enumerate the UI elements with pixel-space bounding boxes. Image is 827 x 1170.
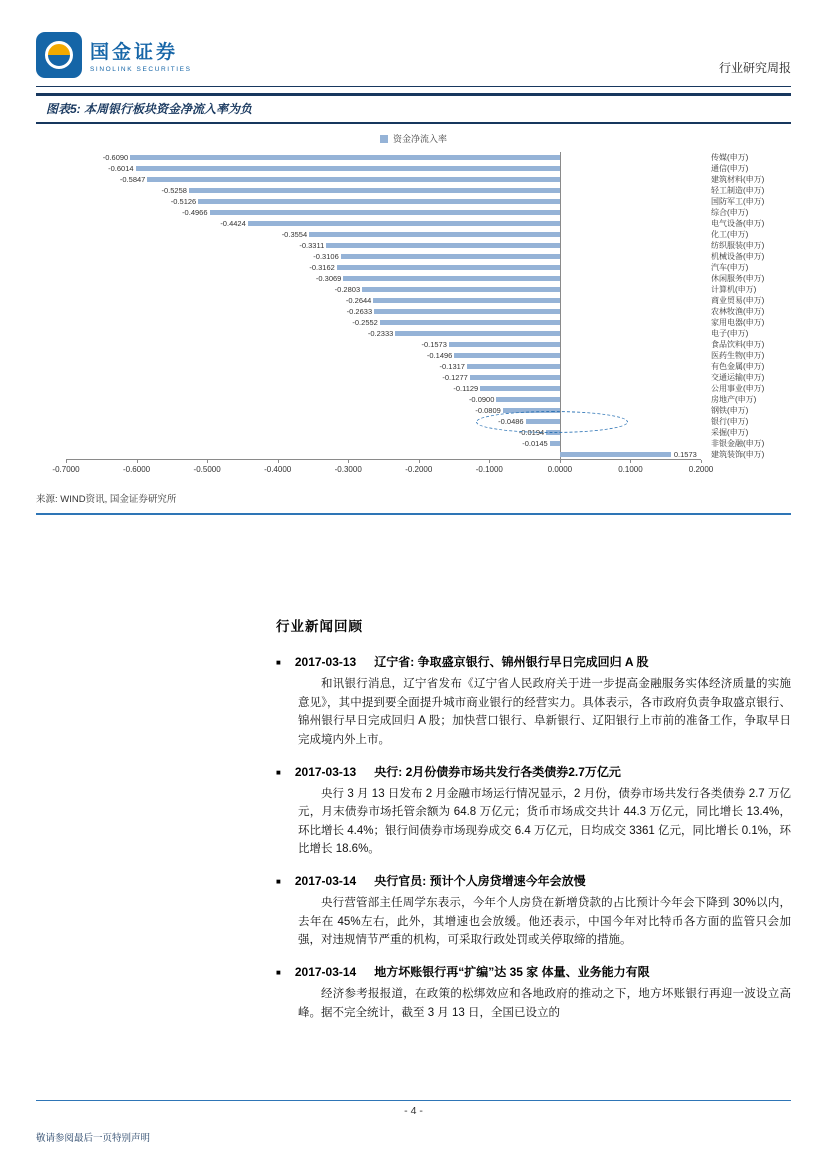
chart-bar xyxy=(189,188,560,194)
bar-value-label: -0.1573 xyxy=(421,339,447,349)
news-title: 地方坏账银行再“扩编”达 35 家 体量、业务能力有限 xyxy=(374,964,650,979)
x-tick-label: -0.1000 xyxy=(475,465,503,474)
chart-bar xyxy=(560,452,671,458)
news-section xyxy=(276,615,791,1022)
category-label: 钢铁(申万) xyxy=(711,406,749,415)
x-tick-label: -0.7000 xyxy=(52,465,80,474)
bullet-square-icon: ■ xyxy=(276,967,281,977)
chart-bar xyxy=(374,309,560,315)
category-label: 轻工制造(申万) xyxy=(711,186,765,195)
chart-bar xyxy=(198,199,560,205)
chart-bar xyxy=(309,232,560,238)
news-body: 和讯银行消息，辽宁省发布《辽宁省人民政府关于进一步提高金融服务实体经济质量的实施意见》，其中提到要全面提升城市商业银行的经营实力。具体表示，各市政府负责争取盛京银行、锦州银行早日完成回归 A 股；加快营口银行、阜新银行、辽阳银行上市前的准备工作，争取早日完成境内外上市。 xyxy=(298,678,791,746)
bar-value-label: -0.2633 xyxy=(346,306,373,316)
bar-value-label: -0.4424 xyxy=(220,218,246,228)
news-item xyxy=(276,763,791,860)
x-tick xyxy=(348,460,349,463)
brand xyxy=(36,32,192,78)
x-tick xyxy=(66,460,67,463)
category-label: 房地产(申万) xyxy=(711,395,757,404)
category-label: 综合(申万) xyxy=(711,208,749,217)
news-body: 央行 3 月 13 日发布 2 月金融市场运行情况显示，2 月份，债券市场共发行各类债券 2.7 万亿元，月末债券市场托管余额为 64.8 万亿元；货币市场成交共计 44.3 万亿元，同比增长 13.4%，环比增长 4.4%；银行间债券市场现券成交 6.4 万亿元，日均成交 3361 亿元，同比增长 0.1%，环比增长 18.6%。 xyxy=(298,787,791,856)
page-footer xyxy=(36,1100,791,1117)
news-date: 2017-03-13 xyxy=(294,655,357,669)
news-title: 央行官员: 预计个人房贷增速今年会放慢 xyxy=(374,874,586,888)
category-label: 国防军工(申万) xyxy=(711,197,765,206)
x-tick xyxy=(560,460,561,463)
bar-value-label: -0.1129 xyxy=(453,383,479,393)
brand-text xyxy=(90,37,192,73)
bar-value-label: -0.1277 xyxy=(442,372,468,382)
bar-value-label: -0.4966 xyxy=(182,207,208,217)
bullet-square-icon: ■ xyxy=(276,767,281,777)
category-label: 电子(申万) xyxy=(711,329,749,338)
chart-bar xyxy=(210,210,560,216)
category-label: 纺织服装(申万) xyxy=(711,241,765,250)
bar-value-label: -0.1496 xyxy=(426,350,453,360)
bar-value-label: -0.3162 xyxy=(309,262,335,272)
chart-bar xyxy=(550,441,560,447)
news-date: 2017-03-13 xyxy=(294,764,357,779)
brand-name-cn: 国金证券 xyxy=(90,42,179,63)
footer-disclaimer: 敬请参阅最后一页特别声明 xyxy=(36,1133,151,1144)
bar-value-label: -0.0194 xyxy=(518,427,545,437)
bar-value-label: -0.1317 xyxy=(439,361,465,371)
report-header xyxy=(36,0,791,87)
chart-bar xyxy=(130,155,560,161)
category-label: 食品饮料(申万) xyxy=(711,340,765,349)
x-tick-label: -0.4000 xyxy=(264,465,292,474)
chart-bar xyxy=(467,364,560,370)
news-date: 2017-03-14 xyxy=(294,874,357,888)
category-label: 电气设备(申万) xyxy=(711,219,765,228)
chart-bar xyxy=(496,397,560,403)
x-tick xyxy=(701,460,702,463)
sinolink-logo-icon xyxy=(36,32,82,78)
category-label: 银行(申万) xyxy=(711,417,749,426)
x-tick-label: 0.0000 xyxy=(547,465,573,474)
news-section-heading: 行业新闻回顾 xyxy=(276,619,363,634)
x-tick-label: 0.2000 xyxy=(688,465,714,474)
x-tick-label: -0.5000 xyxy=(193,465,221,474)
category-label: 休闲服务(申万) xyxy=(711,274,765,283)
category-label: 建筑装饰(申万) xyxy=(711,450,765,459)
news-item xyxy=(276,963,791,1022)
category-label: 公用事业(申万) xyxy=(711,384,765,393)
bar-value-label: -0.5258 xyxy=(161,185,187,195)
chart-bar xyxy=(454,353,560,359)
x-tick xyxy=(419,460,420,463)
bar-value-label: -0.3311 xyxy=(299,240,325,250)
bar-value-label: -0.3069 xyxy=(315,273,342,283)
page-number: - 4 - xyxy=(404,1105,423,1117)
figure-source: 来源: WIND资讯, 国金证券研究所 xyxy=(36,488,791,515)
bar-value-label: -0.6014 xyxy=(108,163,134,173)
chart-bar xyxy=(380,320,560,326)
news-item-head xyxy=(276,963,791,980)
plot-area xyxy=(52,152,765,474)
news-item-head xyxy=(276,872,791,889)
chart-bar xyxy=(362,287,560,293)
bar-value-label: -0.5126 xyxy=(170,196,197,206)
bar-value-label: -0.0145 xyxy=(522,438,548,448)
bar-value-label: -0.0809 xyxy=(475,405,501,415)
news-body: 经济参考报报道，在政策的松绑效应和各地政府的推动之下，地方坏账银行再迎一波设立高峰。据不完全统计，截至 3 月 13 日，全国已设立的 xyxy=(298,987,791,1019)
category-label: 家用电器(申万) xyxy=(711,318,765,327)
chart-bar xyxy=(147,177,560,183)
news-body: 央行营管部主任周学东表示，今年个人房贷在新增贷款的占比预计今年会下降到 30%以内，去年在 45%左右，此外，其增速也会放缓。他还表示，中国今年对比特币各方面的监管只会加强，对违规情节严重的机构，可采取行政处罚或关停取缔的措施。 xyxy=(298,897,791,947)
news-date: 2017-03-14 xyxy=(294,964,357,979)
x-tick-label: -0.3000 xyxy=(334,465,362,474)
category-label: 医药生物(申万) xyxy=(711,351,765,360)
news-item xyxy=(276,653,791,750)
bar-value-label: 0.1573 xyxy=(673,449,697,459)
chart-legend xyxy=(36,132,791,145)
chart-bar xyxy=(480,386,560,392)
chart-bar xyxy=(326,243,560,249)
category-label: 机械设备(申万) xyxy=(711,252,765,261)
bar-value-label: -0.6090 xyxy=(102,152,129,162)
bar-value-label: -0.2333 xyxy=(367,328,394,338)
news-item-head xyxy=(276,763,791,780)
brand-name-en: SINOLINK SECURITIES xyxy=(90,66,192,73)
chart-bar xyxy=(337,265,560,271)
chart-bar xyxy=(373,298,560,304)
chart-bar xyxy=(343,276,560,282)
news-item xyxy=(276,872,791,950)
category-label: 交通运输(申万) xyxy=(711,373,765,382)
legend-label: 资金净流入率 xyxy=(392,134,447,144)
x-tick xyxy=(278,460,279,463)
category-label: 农林牧渔(申万) xyxy=(711,307,765,316)
bar-value-label: -0.2552 xyxy=(352,317,378,327)
chart-bar xyxy=(248,221,560,227)
x-tick-label: -0.2000 xyxy=(405,465,433,474)
bullet-square-icon: ■ xyxy=(276,877,281,886)
legend-swatch-icon xyxy=(380,135,388,143)
bar-value-label: -0.0900 xyxy=(468,394,495,404)
bar-value-label: -0.2644 xyxy=(345,295,372,305)
category-label: 传媒(申万) xyxy=(711,153,749,162)
category-label: 非银金融(申万) xyxy=(711,439,765,448)
chart-bar xyxy=(449,342,560,348)
bar-value-label: -0.5847 xyxy=(119,174,146,184)
chart-bar xyxy=(341,254,560,260)
x-tick xyxy=(489,460,490,463)
category-label: 有色金属(申万) xyxy=(711,362,765,371)
chart-bar xyxy=(470,375,560,381)
x-tick xyxy=(207,460,208,463)
x-tick-label: 0.1000 xyxy=(618,465,643,474)
bar-value-label: -0.3106 xyxy=(313,251,339,261)
category-label: 化工(申万) xyxy=(711,230,749,239)
news-title: 辽宁省: 争取盛京银行、锦州银行早日完成回归 A 股 xyxy=(374,655,649,669)
news-item-head xyxy=(276,653,791,670)
x-tick-label: -0.6000 xyxy=(122,465,151,474)
category-label: 商业贸易(申万) xyxy=(711,296,765,305)
category-label: 汽车(申万) xyxy=(711,263,749,272)
chart-bar xyxy=(136,166,560,172)
report-type-label: 行业研究周报 xyxy=(718,61,791,75)
category-label: 计算机(申万) xyxy=(711,285,757,294)
bar-value-label: -0.2803 xyxy=(334,284,361,294)
x-tick xyxy=(630,460,631,463)
chart-bar xyxy=(395,331,560,337)
category-label: 通信(申万) xyxy=(711,164,749,173)
bank-highlight-ellipse xyxy=(476,411,628,433)
x-tick xyxy=(137,460,138,463)
news-title: 央行: 2月份债券市场共发行各类债券2.7万亿元 xyxy=(374,764,621,779)
net-inflow-chart xyxy=(36,124,791,486)
category-label: 建筑材料(申万) xyxy=(711,175,765,184)
category-label: 采掘(申万) xyxy=(711,428,749,437)
bullet-square-icon: ■ xyxy=(276,658,281,667)
figure-title: 图表5: 本周银行板块资金净流入率为负 xyxy=(36,93,791,124)
bar-value-label: -0.3554 xyxy=(281,229,308,239)
bar-value-label: -0.0486 xyxy=(498,416,524,426)
